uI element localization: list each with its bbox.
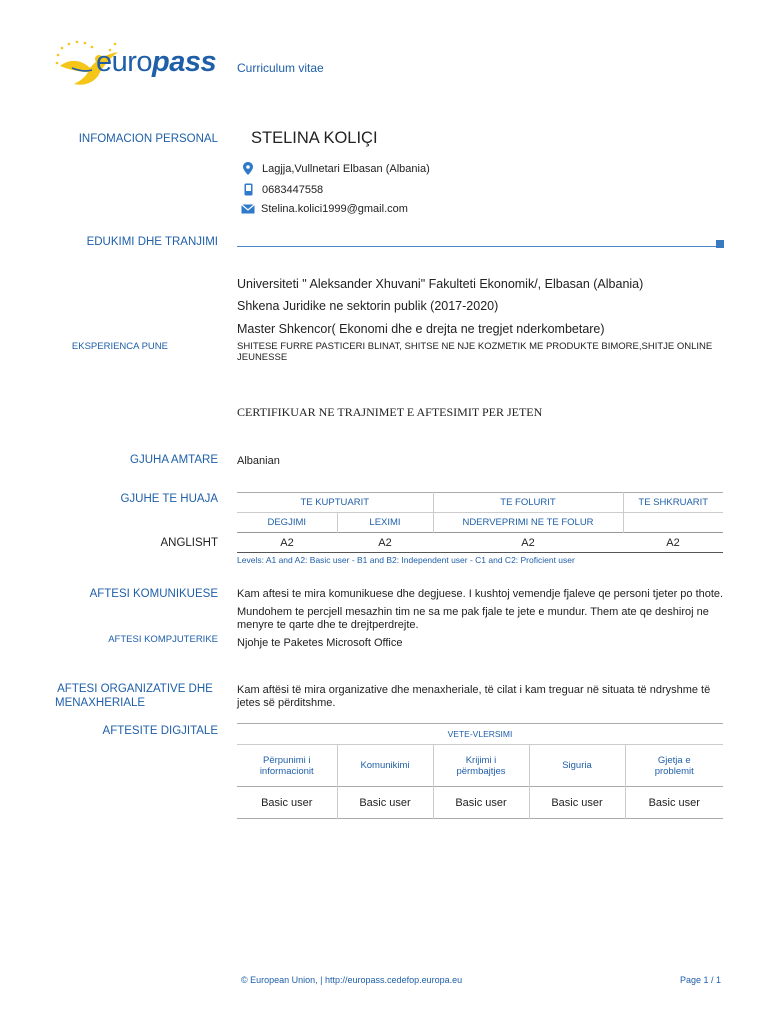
section-label-digital: AFTESITE DIGJITALE — [102, 725, 218, 737]
education-item: Master Shkencor( Ekonomi dhe e drejta ne tregjet nderkombetare) — [237, 322, 605, 336]
subheader-reading: LEXIMI — [337, 513, 433, 533]
language-table — [237, 492, 723, 553]
subheader-interaction: NDERVEPRIMI NE TE FOLUR — [433, 513, 623, 533]
mobile-phone-icon — [237, 183, 259, 196]
email-text[interactable]: Stelina.kolici1999@gmail.com — [261, 203, 408, 215]
level-interaction: A2 — [521, 536, 535, 549]
education-item: Universiteti " Aleksander Xhuvani" Fakulteti Ekonomik/, Elbasan (Albania) — [237, 277, 644, 291]
section-label-education: EDUKIMI DHE TRANJIMI — [86, 236, 218, 248]
digital-level: Basic user — [337, 787, 433, 819]
section-label-foreign-languages: GJUHE TE HUAJA — [120, 493, 218, 505]
digital-level: Basic user — [648, 796, 700, 809]
footer-page-number: Page 1 / 1 — [679, 975, 721, 985]
section-label-communication: AFTESI KOMUNIKUESE — [89, 588, 218, 600]
section-label-mother-tongue: GJUHA AMTARE — [130, 454, 218, 466]
envelope-icon — [237, 204, 259, 214]
contact-address — [237, 162, 430, 175]
level-listening: A2 — [280, 536, 294, 549]
certificate-text: CERTIFIKUAR NE TRAJNIMET E AFTESIMIT PER JETEN — [237, 405, 543, 419]
digital-header: VETE-VLERSIMI — [447, 729, 513, 739]
footer-copyright[interactable]: © European Union, | http://europass.cedefop.europa.eu — [241, 975, 463, 985]
digital-level: Basic user — [529, 787, 625, 819]
cv-title: Curriculum vitae — [237, 61, 324, 75]
phone-text: 0683447558 — [262, 183, 324, 196]
header-speaking: TE FOLURIT — [433, 493, 623, 513]
europass-wordmark: europass — [96, 46, 217, 78]
location-pin-icon — [237, 162, 259, 175]
contact-phone — [237, 183, 323, 196]
experience-text: SHITESE FURRE PASTICERI BLINAT, SHITSE NE NJE KOZMETIK ME PRODUKTE BIMORE,SHITJE ONLINE JEUNESSE — [237, 341, 713, 363]
digital-level: Basic user — [433, 787, 529, 819]
organizational-text: Kam aftësi të mira organizative dhe menaxheriale, të cilat i kam treguar në situata të ndryshme të jetes së përditshme. — [237, 684, 711, 709]
header-writing: TE SHKRUARIT — [638, 497, 709, 508]
language-name: ANGLISHT — [160, 537, 218, 549]
digital-skills-table — [237, 723, 723, 819]
mother-tongue-value: Albanian — [237, 455, 280, 467]
section-label-organizational: AFTESI ORGANIZATIVE DHE MENAXHERIALE — [55, 683, 213, 709]
subheader-listening: DEGJIMI — [237, 513, 337, 533]
address-text: Lagjja,Vullnetari Elbasan (Albania) — [262, 162, 430, 175]
section-label-experience: EKSPERIENCA PUNE — [71, 341, 168, 352]
communication-text-1: Kam aftesi te mira komunikuese dhe degjuese. I kushtoj vemendje fjaleve qe personi tjeter po thote. — [237, 588, 724, 600]
section-label-personal: INFOMACION PERSONAL — [78, 133, 218, 145]
contact-email — [237, 203, 408, 215]
education-item: Shkena Juridike ne sektorin publik (2017-2020) — [237, 299, 499, 313]
person-name: STELINA KOLIÇI — [251, 129, 378, 147]
digital-category: Komunikimi — [337, 745, 433, 787]
level-writing: A2 — [666, 536, 680, 549]
computer-text: Njohje te Paketes Microsoft Office — [237, 637, 403, 649]
digital-category: Gjetja e problemit — [654, 754, 694, 777]
level-reading: A2 — [378, 536, 392, 549]
digital-category: Siguria — [529, 745, 625, 787]
section-divider-marker — [716, 240, 724, 248]
digital-category: Krijimi i përmbajtjes — [433, 745, 529, 787]
levels-note: Levels: A1 and A2: Basic user - B1 and B2: Independent user - C1 and C2: Proficient user — [237, 555, 575, 565]
section-label-computer: AFTESI KOMPJUTERIKE — [108, 634, 218, 645]
communication-text-2: Mundohem te percjell mesazhin tim ne sa me pak fjale te jete e mundur. Them ate qe deshiroj ne menyre te qarte dhe te drejtperdrejte. — [237, 606, 709, 631]
section-divider — [237, 246, 723, 247]
header-understanding: TE KUPTUARIT — [237, 493, 433, 513]
digital-category: Përpunimi i informacionit — [237, 745, 337, 787]
digital-level: Basic user — [237, 787, 337, 819]
